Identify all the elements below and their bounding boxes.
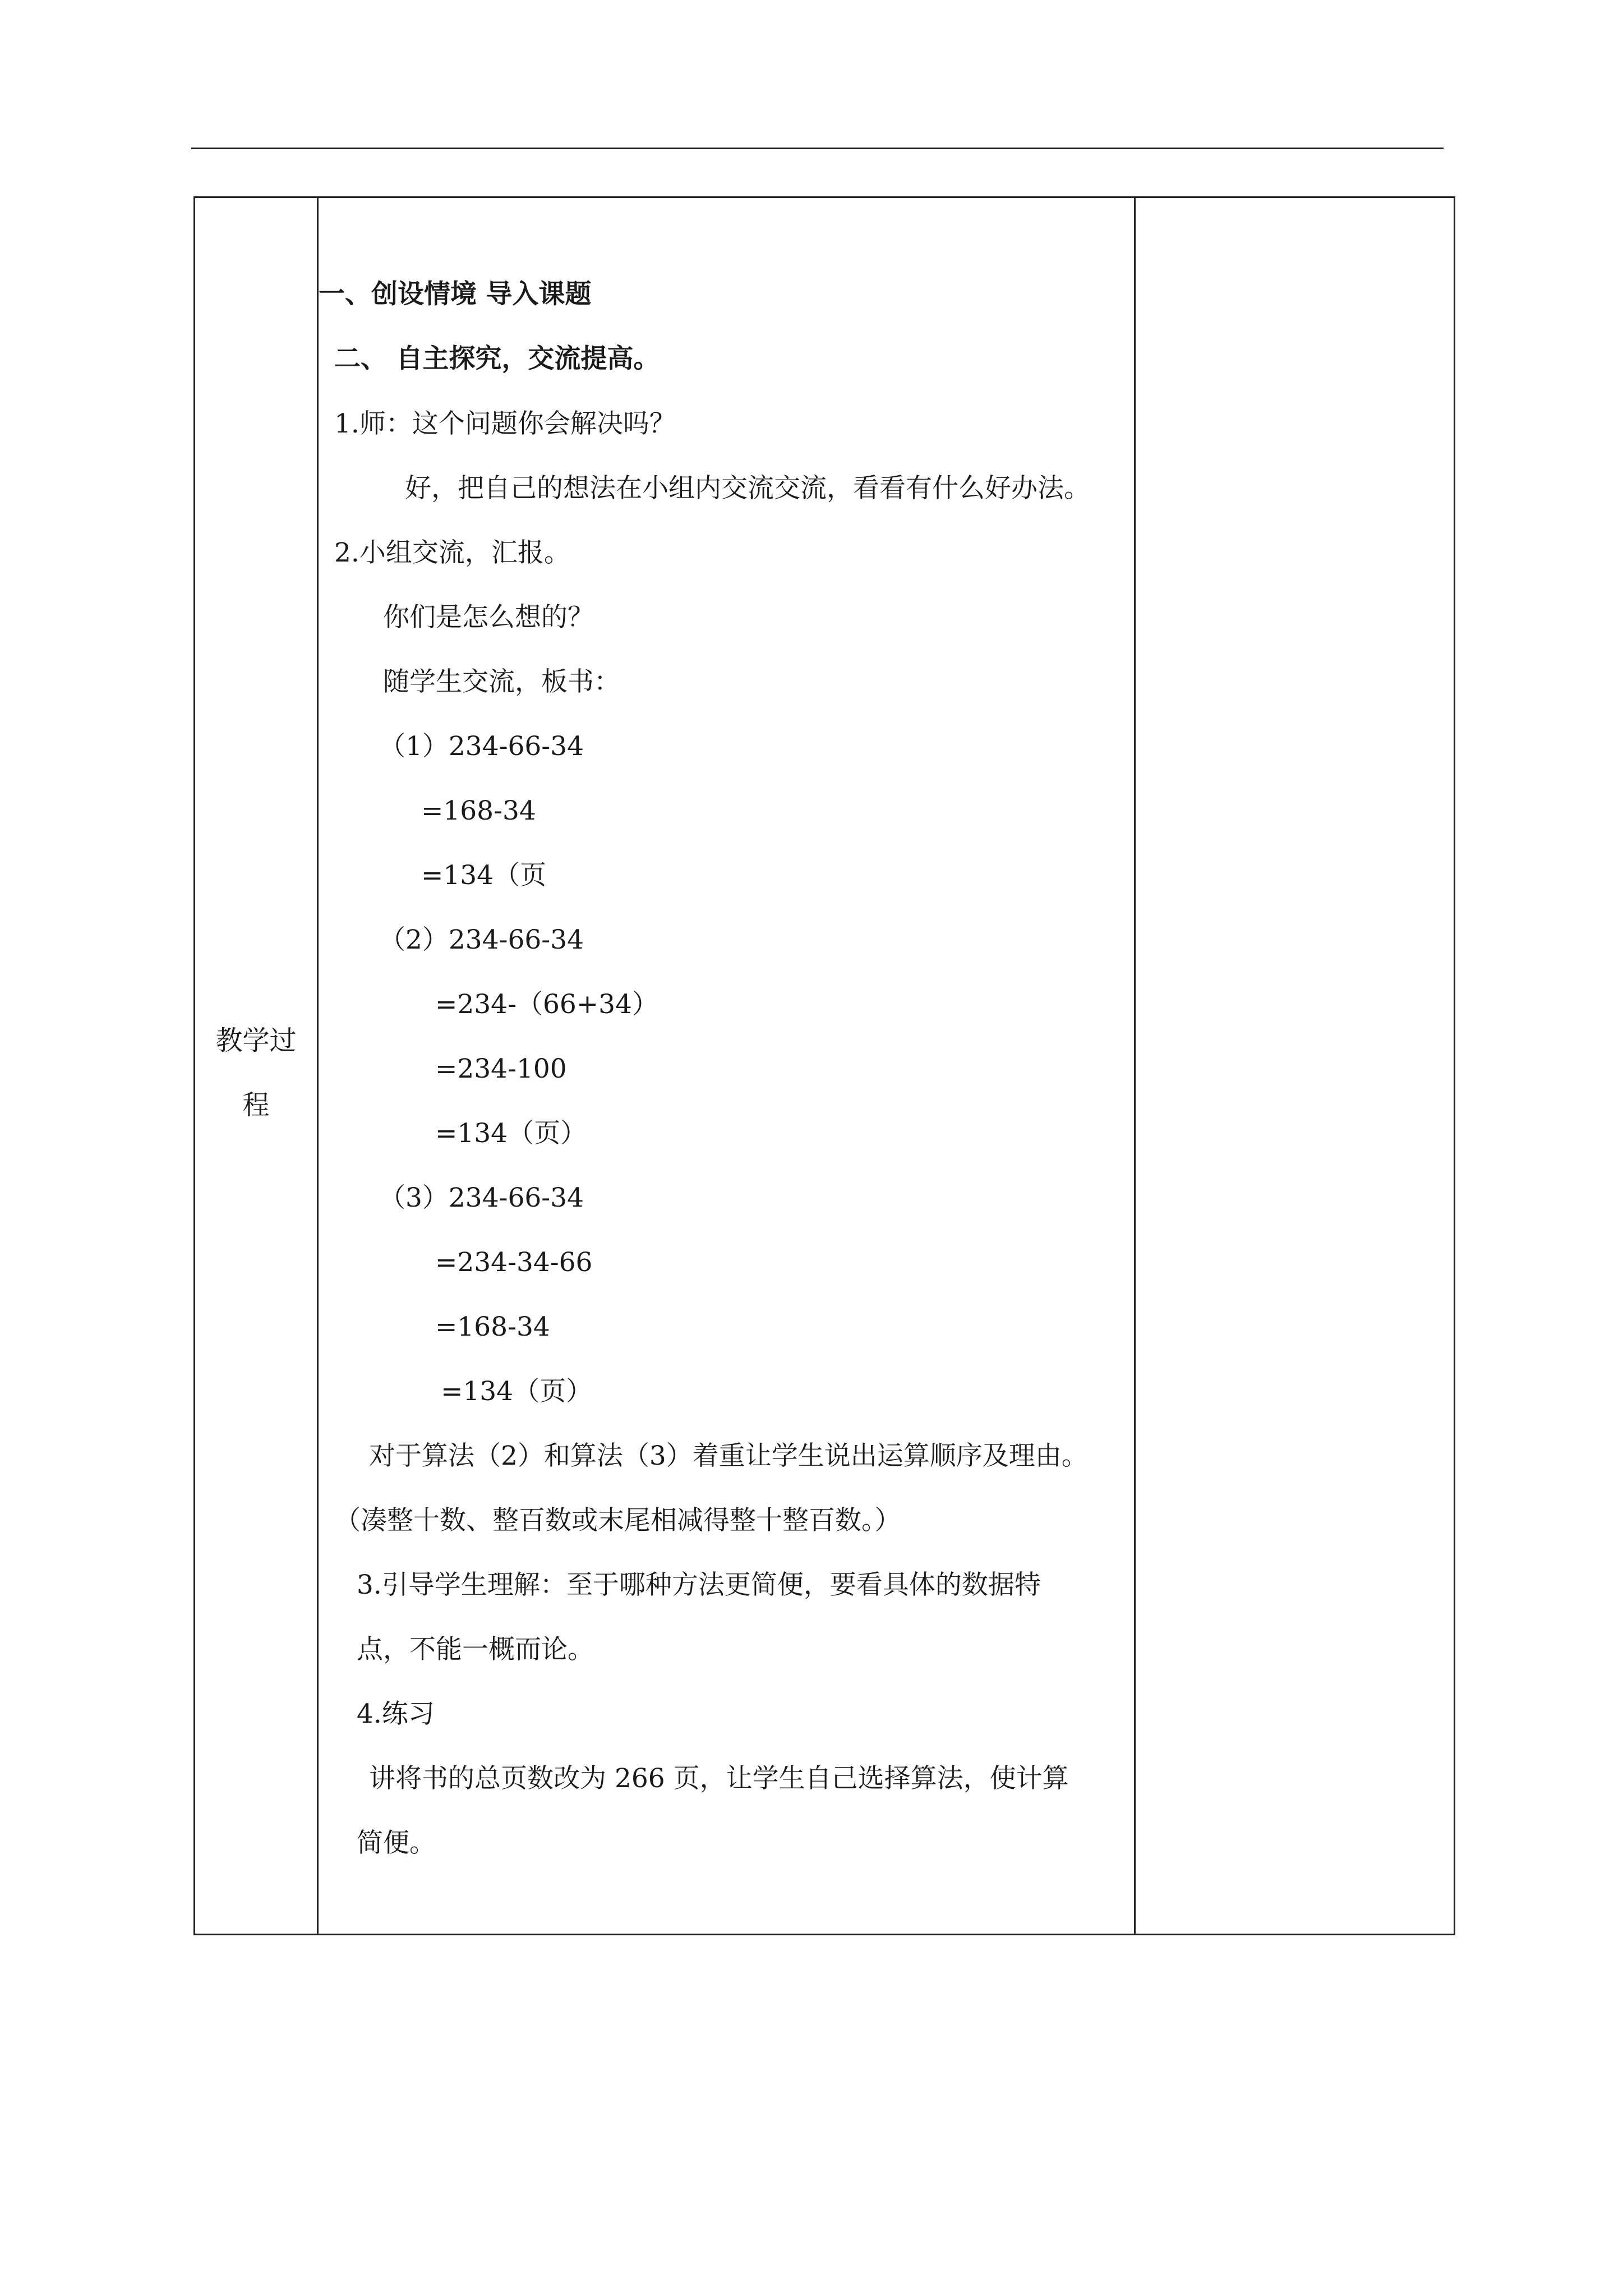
header-rule xyxy=(191,148,1444,149)
step2-board-note: 随学生交流，板书： xyxy=(383,666,620,697)
stage-label xyxy=(195,1009,317,1138)
step3-text-cont: 点，不能一概而论。 xyxy=(357,1634,594,1665)
method3-result: =134（页） xyxy=(441,1376,593,1407)
step2-prompt: 你们是怎么想的？ xyxy=(383,602,594,633)
column-divider-right xyxy=(1134,198,1136,1934)
teaching-process-content xyxy=(319,198,1134,1934)
method1-expression: （1）234-66-34 xyxy=(379,731,584,762)
step3-text: 3.引导学生理解：至于哪种方法更简便，要看具体的数据特 xyxy=(357,1570,1041,1600)
step1-instruction: 好，把自己的想法在小组内交流交流，看看有什么好办法。 xyxy=(405,473,1090,504)
method2-expression: （2）234-66-34 xyxy=(379,924,584,955)
emphasis-note: 对于算法（2）和算法（3）着重让学生说出运算顺序及理由。 xyxy=(369,1441,1088,1471)
step1-question: 1.师：这个问题你会解决吗？ xyxy=(334,408,676,439)
method3-step: =234-34-66 xyxy=(435,1247,593,1278)
method1-result: =134（页 xyxy=(421,860,547,891)
lesson-plan-table xyxy=(193,196,1455,1935)
step4-title: 4.练习 xyxy=(357,1699,435,1729)
method2-step: =234-（66+34） xyxy=(435,989,658,1020)
method1-step: =168-34 xyxy=(421,795,536,826)
method3-step: =168-34 xyxy=(435,1312,550,1342)
stage-label-line1: 教学过 xyxy=(215,1025,297,1056)
stage-label-line2: 程 xyxy=(242,1089,270,1121)
section-heading-1: 一、创设情境 导入课题 xyxy=(319,279,592,310)
step4-text-cont: 简便。 xyxy=(357,1828,436,1858)
step4-text: 讲将书的总页数改为 266 页，让学生自己选择算法，使计算 xyxy=(369,1763,1069,1794)
step2-title: 2.小组交流，汇报。 xyxy=(334,537,570,568)
method2-step: =234-100 xyxy=(435,1053,567,1084)
section-heading-2: 二、 自主探究，交流提高。 xyxy=(334,343,660,374)
method3-expression: （3）234-66-34 xyxy=(379,1182,584,1213)
emphasis-detail: （凑整十数、整百数或末尾相减得整十整百数。） xyxy=(334,1505,901,1536)
method2-result: =134（页） xyxy=(435,1118,587,1149)
